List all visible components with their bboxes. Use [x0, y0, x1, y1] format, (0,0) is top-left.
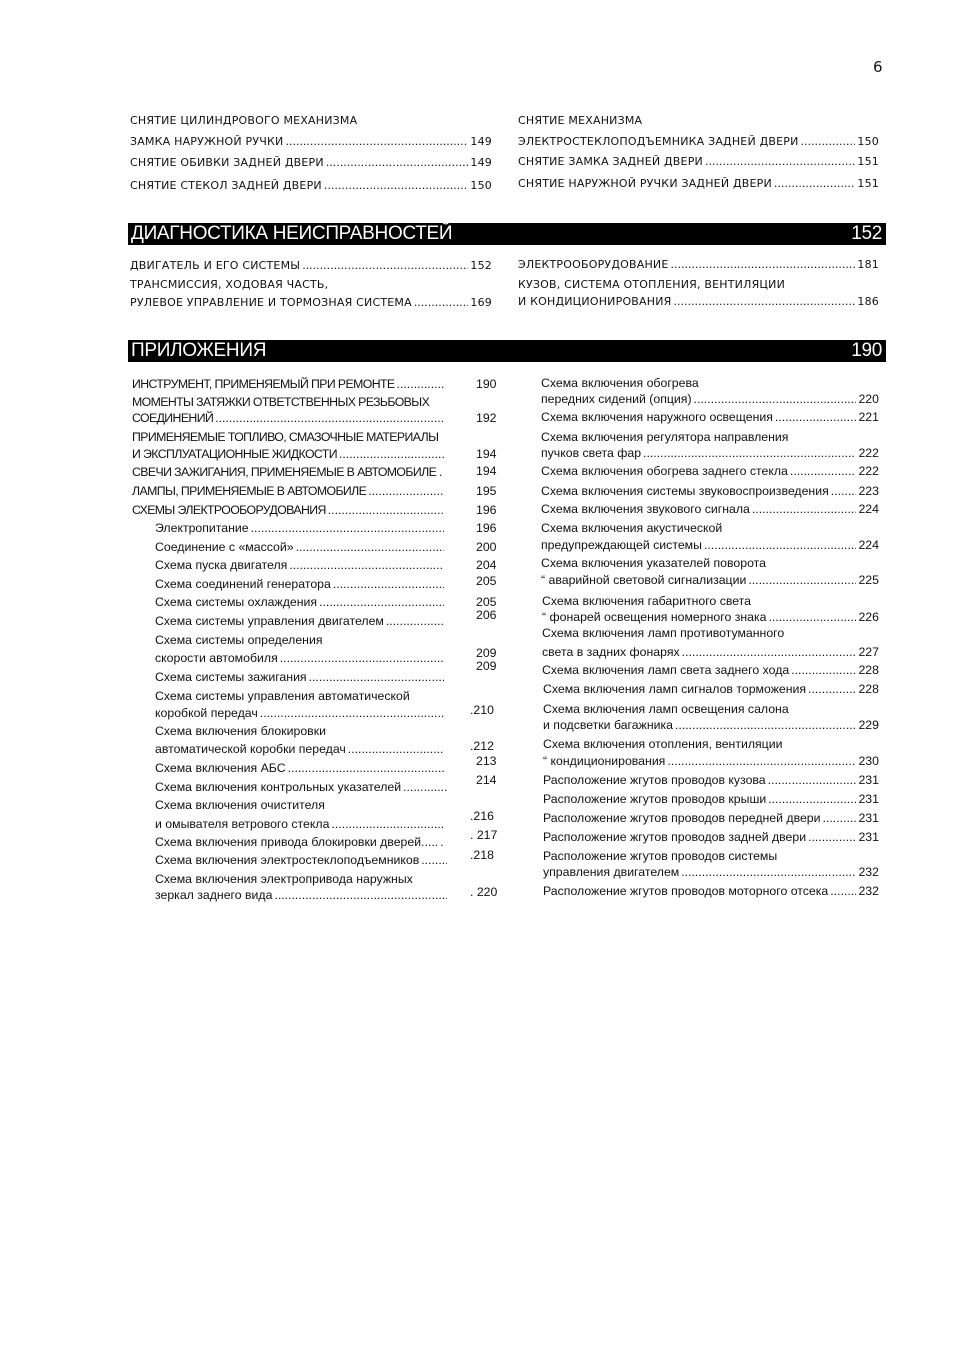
- toc-entry-text: передних сидений (опция): [541, 392, 692, 406]
- toc-entry[interactable]: [155, 872, 446, 886]
- toc-entry-text: Схема включения обогрева заднего стекла: [541, 464, 788, 478]
- toc-entry-page: 206: [476, 608, 497, 622]
- toc-entry[interactable]: [542, 645, 879, 659]
- toc-entry-leader: [790, 464, 857, 478]
- toc-entry-page: 223: [858, 484, 879, 498]
- toc-entry-page: 150: [857, 135, 879, 148]
- toc-entry-text: Схема включения ламп света заднего хода: [542, 663, 790, 677]
- toc-entry-leader: [682, 645, 857, 659]
- toc-entry-page: 232: [858, 865, 879, 879]
- toc-entry-leader: [274, 888, 447, 902]
- toc-entry[interactable]: [543, 737, 879, 751]
- toc-entry[interactable]: [543, 830, 879, 844]
- toc-entry-leader: [368, 484, 444, 498]
- toc-entry-text: ЗАМКА НАРУЖНОЙ РУЧКИ: [130, 135, 284, 148]
- toc-entry-page: 231: [858, 811, 879, 825]
- toc-entry-text: ПРИМЕНЯЕМЫЕ ТОПЛИВО, СМАЗОЧНЫЕ МАТЕРИАЛЫ: [132, 430, 439, 444]
- toc-entry-leader: [775, 410, 857, 424]
- toc-entry[interactable]: [542, 626, 879, 640]
- toc-entry-text: Схема включения наружного освещения: [541, 410, 773, 424]
- toc-entry-text: Расположение жгутов проводов кузова: [543, 773, 766, 787]
- toc-entry-page: .212: [470, 739, 494, 753]
- toc-entry-leader: [768, 792, 856, 806]
- toc-entry-text: Схема включения обогрева: [541, 376, 699, 390]
- toc-entry[interactable]: [541, 392, 879, 406]
- toc-entry-leader: [251, 521, 444, 535]
- toc-entry-text: СВЕЧИ ЗАЖИГАНИЯ, ПРИМЕНЯЕМЫЕ В АВТОМОБИЛЕ .: [132, 465, 442, 479]
- toc-entry-text: Схема включения электростеклоподъемников: [155, 853, 420, 867]
- toc-entry-leader: [748, 573, 856, 587]
- toc-entry-text: Схема включения отопления, вентиляции: [543, 737, 783, 751]
- toc-entry[interactable]: [541, 573, 879, 587]
- toc-entry[interactable]: [543, 792, 879, 806]
- toc-entry-text: Схема включения указателей поворота: [541, 556, 767, 570]
- toc-entry[interactable]: [155, 742, 446, 756]
- section-page: 190: [851, 340, 882, 361]
- toc-entry[interactable]: [518, 295, 879, 308]
- toc-entry[interactable]: [541, 521, 879, 535]
- toc-entry-text: Соединение с «массой»: [155, 540, 294, 554]
- toc-entry[interactable]: [541, 376, 879, 390]
- toc-entry-text: И КОНДИЦИОНИРОВАНИЯ: [518, 295, 672, 308]
- toc-entry-page: 230: [858, 754, 879, 768]
- toc-entry[interactable]: [518, 135, 879, 148]
- toc-entry-page: 228: [858, 663, 879, 677]
- toc-entry[interactable]: [155, 761, 446, 775]
- section-title: ДИАГНОСТИКА НЕИСПРАВНОСТЕЙ: [131, 223, 453, 244]
- toc-entry-page: 225: [858, 573, 879, 587]
- toc-entry[interactable]: [518, 278, 879, 291]
- toc-entry-page: 231: [858, 792, 879, 806]
- toc-entry-text: Расположение жгутов проводов крыши: [543, 792, 767, 806]
- section-header-diagnostics[interactable]: [128, 223, 886, 245]
- toc-entry[interactable]: [155, 689, 446, 703]
- toc-entry-text: предупреждающей системы: [541, 538, 702, 552]
- toc-entry[interactable]: [132, 430, 446, 444]
- toc-entry[interactable]: [541, 538, 879, 552]
- toc-entry-page: 205: [476, 574, 497, 588]
- toc-entry-text: Электропитание: [155, 521, 249, 535]
- toc-entry-text: зеркал заднего вида: [155, 888, 273, 902]
- toc-entry-text: ЛАМПЫ, ПРИМЕНЯЕМЫЕ В АВТОМОБИЛЕ: [132, 484, 367, 498]
- toc-entry-page: 209: [476, 659, 497, 673]
- toc-entry-leader: [823, 811, 857, 825]
- toc-entry-page: 214: [476, 773, 497, 787]
- toc-entry[interactable]: [132, 447, 446, 461]
- toc-entry[interactable]: [130, 278, 492, 291]
- toc-entry-text: “ кондиционирования: [543, 754, 666, 768]
- toc-entry[interactable]: [543, 773, 879, 787]
- toc-entry-text: управления двигателем: [543, 865, 680, 879]
- toc-entry-leader: [694, 392, 857, 406]
- toc-entry-text: КУЗОВ, СИСТЕМА ОТОПЛЕНИЯ, ВЕНТИЛЯЦИИ: [518, 278, 786, 291]
- toc-entry-text: Расположение жгутов проводов задней двери: [543, 830, 807, 844]
- toc-entry-leader: [280, 651, 444, 665]
- section-page: 152: [851, 223, 882, 244]
- toc-entry-leader: [319, 595, 444, 609]
- toc-entry-text: РУЛЕВОЕ УПРАВЛЕНИЕ И ТОРМОЗНАЯ СИСТЕМА: [130, 296, 412, 309]
- toc-entry-leader: [681, 865, 856, 879]
- toc-entry-leader: [348, 742, 444, 756]
- toc-entry-page: 222: [858, 464, 879, 478]
- toc-entry[interactable]: [132, 465, 446, 479]
- toc-entry[interactable]: [155, 780, 449, 794]
- toc-entry-text: ЭЛЕКТРОСТЕКЛОПОДЪЕМНИКА ЗАДНЕЙ ДВЕРИ: [518, 135, 799, 148]
- toc-entry-page: 152: [470, 259, 492, 272]
- toc-entry-leader: [768, 610, 856, 624]
- toc-entry-text: Схема включения ламп противотуманного: [542, 626, 785, 640]
- toc-entry-text: и подсветки багажника: [543, 718, 673, 732]
- toc-entry-leader: [309, 670, 444, 684]
- toc-entry[interactable]: [155, 670, 446, 684]
- toc-entry-text: Расположение жгутов проводов передней двери: [543, 811, 821, 825]
- toc-entry-text: Схема включения звукового сигнала: [541, 502, 750, 516]
- toc-entry-text: ТРАНСМИССИЯ, ХОДОВАЯ ЧАСТЬ,: [130, 278, 329, 291]
- toc-entry-page: 231: [858, 830, 879, 844]
- toc-entry-page: 232: [858, 884, 879, 898]
- toc-entry-leader: [752, 502, 857, 516]
- toc-entry-text: Схема включения АБС: [155, 761, 286, 775]
- toc-entry-text: и омывателя ветрового стекла: [155, 817, 330, 831]
- toc-entry-text: Схема системы управления двигателем: [155, 614, 384, 628]
- toc-entry[interactable]: [541, 464, 879, 478]
- toc-entry[interactable]: [518, 258, 879, 271]
- toc-entry-page: 226: [858, 610, 879, 624]
- toc-entry-leader: [289, 558, 444, 572]
- toc-entry[interactable]: [543, 884, 879, 898]
- toc-entry-leader: [288, 761, 444, 775]
- toc-entry-page: . 217: [470, 828, 498, 842]
- toc-entry-page: 151: [857, 177, 879, 190]
- toc-entry-text: Схема включения регулятора направления: [541, 430, 789, 444]
- toc-entry[interactable]: [155, 633, 446, 647]
- toc-entry-text: Схема включения ламп освещения салона: [543, 702, 789, 716]
- toc-entry-text: Схема включения системы звуковоспроизведения: [541, 484, 829, 498]
- toc-entry[interactable]: [130, 259, 492, 272]
- toc-entry-page: 196: [476, 521, 497, 535]
- toc-entry-leader: [421, 853, 447, 867]
- toc-entry[interactable]: [155, 521, 446, 535]
- toc-entry-text: Схема включения электропривода наружных: [155, 872, 413, 886]
- toc-entry[interactable]: [541, 556, 879, 570]
- toc-entry-leader: [333, 577, 444, 591]
- toc-entry-page: 169: [470, 296, 492, 309]
- toc-entry-text: СНЯТИЕ НАРУЖНОЙ РУЧКИ ЗАДНЕЙ ДВЕРИ: [518, 177, 772, 190]
- toc-entry-leader: [260, 706, 444, 720]
- toc-entry[interactable]: [518, 155, 879, 168]
- toc-entry-page: 213: [476, 754, 497, 768]
- toc-entry[interactable]: [155, 724, 446, 738]
- toc-entry-leader: [675, 718, 856, 732]
- toc-entry-text: Схема системы определения: [155, 633, 323, 647]
- toc-entry-page: 229: [858, 718, 879, 732]
- toc-entry-text: Схема включения привода блокировки дверей.....: [155, 835, 439, 849]
- toc-entry-page: 181: [857, 258, 879, 271]
- toc-entry[interactable]: [130, 135, 492, 148]
- toc-entry[interactable]: [543, 754, 879, 768]
- toc-entry-page: 194: [476, 464, 497, 478]
- toc-entry-page: 190: [476, 377, 497, 391]
- toc-entry-leader: [339, 447, 444, 461]
- toc-entry[interactable]: [130, 179, 492, 192]
- toc-entry-text: “ аварийной световой сигнализации: [541, 573, 747, 587]
- toc-entry[interactable]: [518, 177, 879, 190]
- toc-entry[interactable]: [543, 849, 879, 863]
- toc-entry[interactable]: [543, 682, 879, 696]
- toc-entry-leader: [328, 503, 444, 517]
- toc-entry-text: автоматической коробки передач: [155, 742, 346, 756]
- toc-entry[interactable]: [155, 595, 446, 609]
- toc-entry[interactable]: [541, 484, 879, 498]
- toc-entry-leader: [403, 780, 447, 794]
- toc-entry-page: 222: [858, 446, 879, 460]
- toc-entry[interactable]: [543, 811, 879, 825]
- toc-entry-page: .218: [470, 848, 494, 862]
- toc-entry-leader: [296, 540, 444, 554]
- toc-entry-leader: [331, 817, 444, 831]
- toc-entry[interactable]: [132, 411, 446, 425]
- toc-entry-page: 205: [476, 595, 497, 609]
- toc-entry[interactable]: [543, 865, 879, 879]
- toc-entry-page: 224: [858, 538, 879, 552]
- toc-entry-leader: [830, 884, 856, 898]
- toc-entry-text: Схема включения ламп сигналов торможения: [543, 682, 807, 696]
- toc-entry-page: 196: [476, 503, 497, 517]
- toc-entry[interactable]: [130, 114, 492, 127]
- toc-entry-text: Схема системы охлаждения: [155, 595, 318, 609]
- toc-entry-leader: [808, 830, 856, 844]
- toc-entry[interactable]: [132, 377, 446, 391]
- toc-entry[interactable]: [542, 663, 879, 677]
- toc-entry[interactable]: [155, 577, 446, 591]
- toc-entry-leader: [808, 682, 856, 696]
- toc-entry[interactable]: [543, 702, 879, 716]
- toc-entry-leader: [440, 835, 444, 849]
- toc-entry-page: 209: [476, 646, 497, 660]
- toc-entry[interactable]: [130, 296, 492, 309]
- toc-entry[interactable]: [543, 718, 879, 732]
- toc-entry-text: ИНСТРУМЕНТ, ПРИМЕНЯЕМЫЙ ПРИ РЕМОНТЕ: [132, 377, 395, 391]
- toc-entry-text: СНЯТИЕ СТЕКОЛ ЗАДНЕЙ ДВЕРИ: [130, 179, 322, 192]
- toc-entry[interactable]: [155, 853, 449, 867]
- toc-entry-page: 227: [858, 645, 879, 659]
- toc-entry-text: Схема системы управления автоматической: [155, 689, 410, 703]
- toc-entry[interactable]: [132, 503, 446, 517]
- toc-entry-text: “ фонарей освещения номерного знака: [542, 610, 767, 624]
- toc-entry-text: МОМЕНТЫ ЗАТЯЖКИ ОТВЕТСТВЕННЫХ РЕЗЬБОВЫХ: [132, 395, 430, 409]
- toc-entry-page: 192: [476, 411, 497, 425]
- toc-entry[interactable]: [132, 484, 446, 498]
- toc-entry-text: ДВИГАТЕЛЬ И ЕГО СИСТЕМЫ: [130, 259, 301, 272]
- toc-entry[interactable]: [541, 446, 879, 460]
- toc-entry-leader: [704, 538, 857, 552]
- toc-entry-text: пучков света фар: [541, 446, 642, 460]
- toc-entry-text: Схема включения блокировки: [155, 724, 326, 738]
- toc-entry-text: Схема включения акустической: [541, 521, 723, 535]
- toc-entry-leader: [397, 377, 444, 391]
- toc-entry-page: 194: [476, 447, 497, 461]
- toc-entry-text: Расположение жгутов проводов системы: [543, 849, 778, 863]
- toc-entry[interactable]: [130, 156, 492, 169]
- toc-entry-text: Схема включения контрольных указателей: [155, 780, 402, 794]
- toc-entry[interactable]: [542, 610, 879, 624]
- toc-entry[interactable]: [155, 706, 446, 720]
- toc-entry-leader: [667, 754, 856, 768]
- toc-entry-text: Схема системы зажигания: [155, 670, 307, 684]
- toc-entry[interactable]: [155, 540, 446, 554]
- toc-entry[interactable]: [155, 888, 449, 902]
- toc-entry-text: ЭЛЕКТРООБОРУДОВАНИЕ: [518, 258, 669, 271]
- toc-entry[interactable]: [542, 594, 879, 608]
- toc-entry-text: скорости автомобиля: [155, 651, 278, 665]
- toc-entry[interactable]: [518, 114, 879, 127]
- toc-entry-text: Расположение жгутов проводов моторного отсека: [543, 884, 829, 898]
- toc-entry-page: .210: [470, 703, 494, 717]
- toc-entry-text: СХЕМЫ ЭЛЕКТРООБОРУДОВАНИЯ: [132, 503, 326, 517]
- toc-entry-page: 228: [858, 682, 879, 696]
- section-title: ПРИЛОЖЕНИЯ: [131, 340, 267, 361]
- toc-entry-page: 220: [858, 392, 879, 406]
- toc-entry-text: СОЕДИНЕНИЙ: [132, 411, 214, 425]
- toc-entry-page: 151: [857, 155, 879, 168]
- toc-entry[interactable]: [132, 395, 446, 409]
- toc-entry-page: 200: [476, 540, 497, 554]
- toc-entry-text: Схема включения очистителя: [155, 798, 325, 812]
- toc-entry[interactable]: [155, 817, 446, 831]
- toc-entry[interactable]: [155, 614, 446, 628]
- toc-entry-leader: [791, 663, 856, 677]
- toc-entry-leader: [386, 614, 444, 628]
- toc-entry-text: Схема включения габаритного света: [542, 594, 751, 608]
- toc-entry[interactable]: [541, 502, 879, 516]
- toc-entry[interactable]: [541, 410, 879, 424]
- toc-entry-leader: [831, 484, 857, 498]
- toc-entry-text: И ЭКСПЛУАТАЦИОННЫЕ ЖИДКОСТИ: [132, 447, 337, 461]
- toc-entry-text: Схема соединений генератора: [155, 577, 331, 591]
- toc-entry-page: 149: [470, 135, 492, 148]
- toc-entry-page: 195: [476, 484, 497, 498]
- toc-entry-page: . 220: [470, 885, 498, 899]
- toc-entry[interactable]: [155, 651, 446, 665]
- toc-entry[interactable]: [155, 798, 446, 812]
- section-header-appendices[interactable]: [128, 340, 886, 362]
- toc-entry-text: СНЯТИЕ МЕХАНИЗМА: [518, 114, 643, 127]
- toc-entry-text: Схема пуска двигателя: [155, 558, 288, 572]
- toc-entry-page: 150: [470, 179, 492, 192]
- toc-entry-page: 224: [858, 502, 879, 516]
- toc-entry[interactable]: [541, 430, 879, 444]
- toc-entry-leader: [768, 773, 857, 787]
- page-number: 6: [873, 58, 883, 76]
- toc-entry-text: СНЯТИЕ ОБИВКИ ЗАДНЕЙ ДВЕРИ: [130, 156, 324, 169]
- toc-entry-page: 149: [470, 156, 492, 169]
- toc-entry-leader: [215, 411, 444, 425]
- toc-entry[interactable]: [155, 835, 446, 849]
- toc-entry-leader: [643, 446, 856, 460]
- toc-entry-page: 186: [857, 295, 879, 308]
- toc-entry-text: света в задних фонарях: [542, 645, 680, 659]
- toc-entry-page: 231: [858, 773, 879, 787]
- toc-entry-text: СНЯТИЕ ЦИЛИНДРОВОГО МЕХАНИЗМА: [130, 114, 358, 127]
- toc-entry-text: коробкой передач: [155, 706, 258, 720]
- toc-entry-page: 204: [476, 558, 497, 572]
- toc-entry-page: .216: [470, 809, 494, 823]
- toc-entry[interactable]: [155, 558, 446, 572]
- toc-entry-page: 221: [858, 410, 879, 424]
- toc-entry-text: СНЯТИЕ ЗАМКА ЗАДНЕЙ ДВЕРИ: [518, 155, 703, 168]
